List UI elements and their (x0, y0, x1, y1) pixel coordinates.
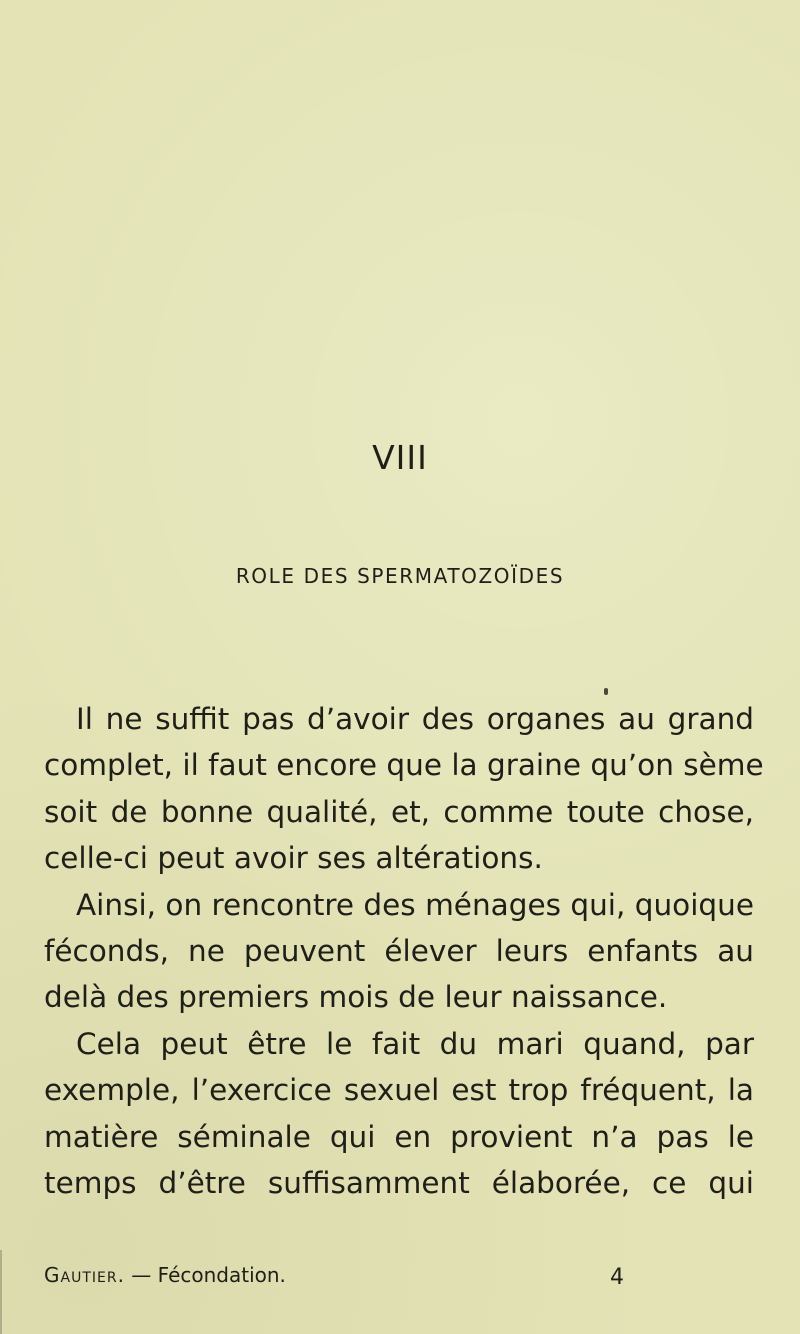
signature-number: 4 (610, 1265, 624, 1290)
chapter-number: VIII (372, 438, 428, 477)
footer-separator: — (131, 1263, 152, 1287)
footer-work-title: Fécondation. (157, 1263, 286, 1287)
text-line: celle-ci peut avoir ses altérations. (44, 841, 543, 876)
text-line: Cela peut être le fait du mari quand, par (76, 1026, 754, 1061)
footer-author: Gautier. (44, 1263, 125, 1287)
body-text (44, 696, 764, 1206)
text-line: Il ne suffit pas d’avoir des organes au grand (76, 702, 754, 736)
text-line: exemple, l’exercice sexuel est trop fréquent, la (44, 1073, 754, 1108)
page-edge-line (0, 1250, 2, 1334)
text-line: matière séminale qui en provient n’a pas le (44, 1119, 754, 1154)
chapter-title: ROLE DES SPERMATOZOÏDES (235, 564, 565, 588)
text-line: soit de bonne qualité, et, comme toute chose, (44, 794, 754, 829)
page-footer (44, 1263, 754, 1290)
text-line: delà des premiers mois de leur naissance. (44, 980, 668, 1015)
text-line: Ainsi, on rencontre des ménages qui, quoique (76, 887, 754, 922)
ink-mark (604, 688, 608, 695)
text-line: complet, il faut encore que la graine qu’on sème (44, 748, 764, 783)
text-line: temps d’être suffisamment élaborée, ce qui (44, 1166, 754, 1201)
text-line: féconds, ne peuvent élever leurs enfants au (44, 934, 754, 969)
